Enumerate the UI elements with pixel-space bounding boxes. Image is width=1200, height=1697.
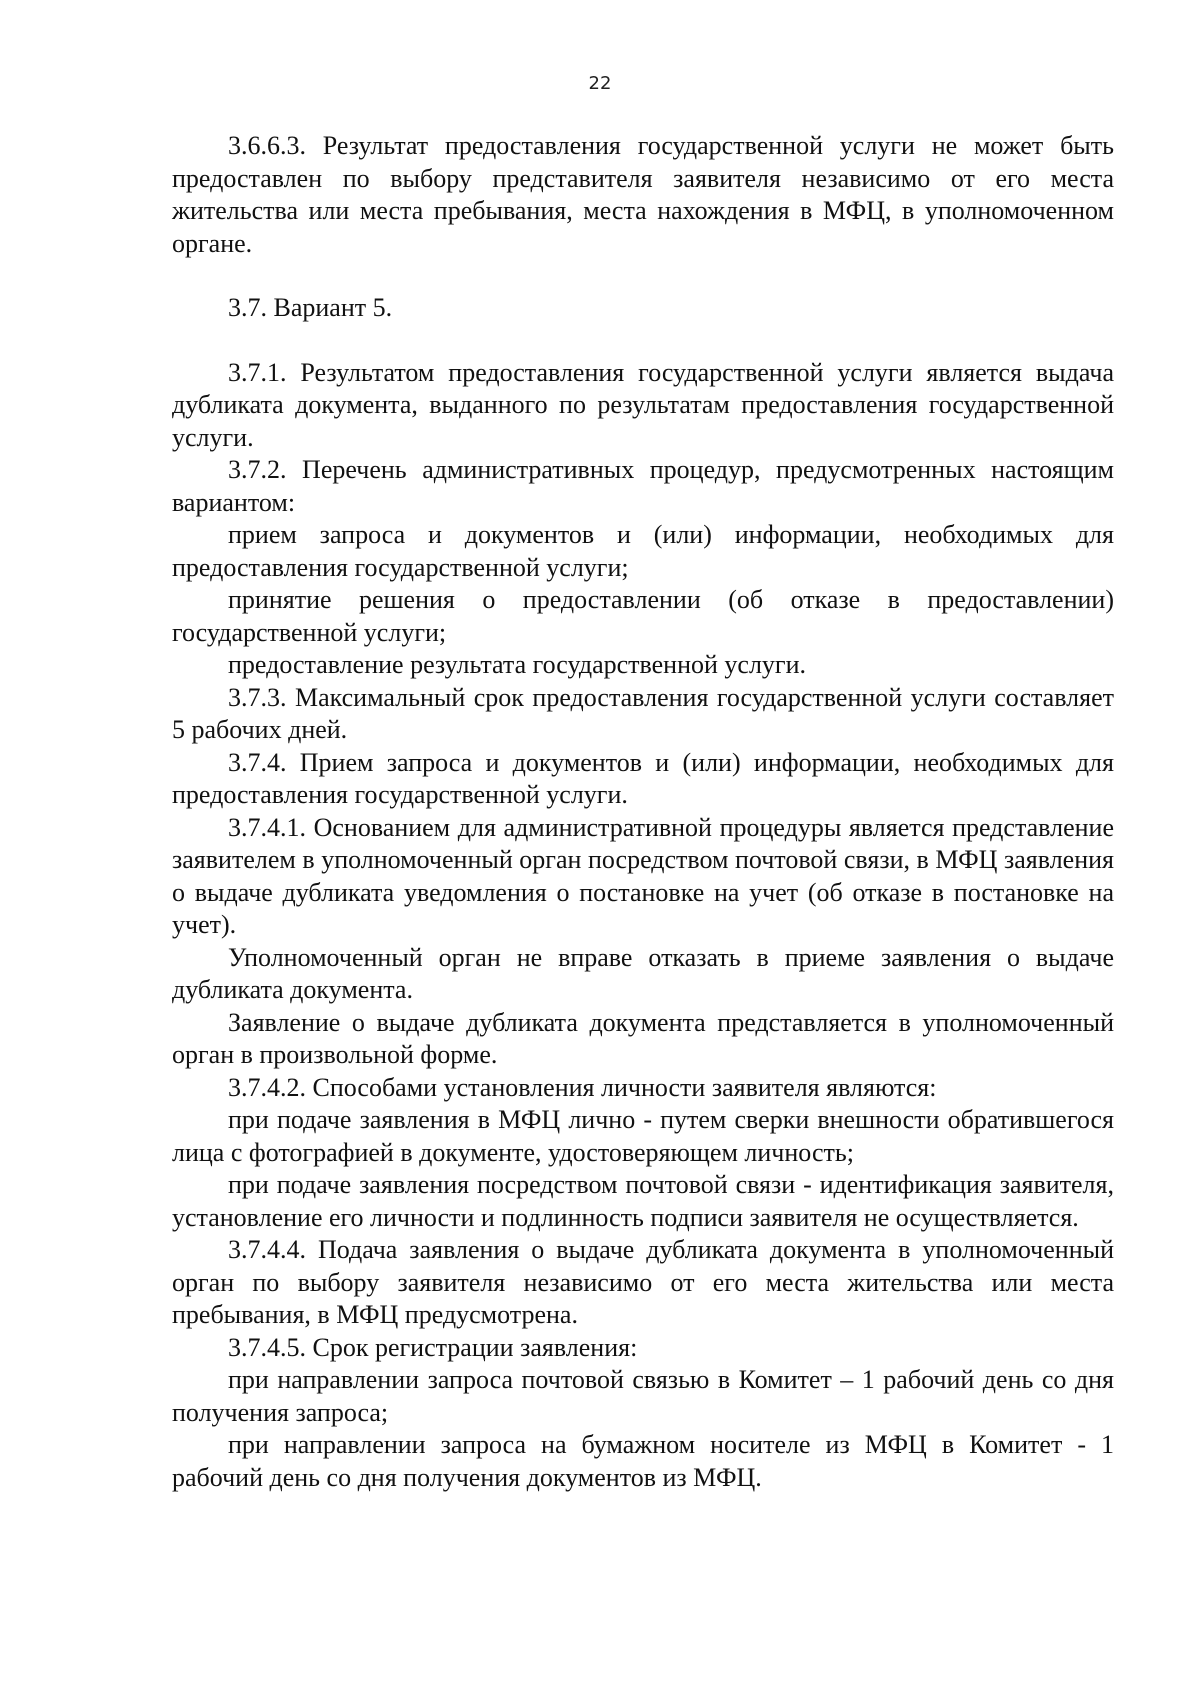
- paragraph-3-6-6-3: 3.6.6.3. Результат предоставления государственной услуги не может быть предоставлен по выбору представителя заявителя независимо от его места жительства или места пребывания, места нахождения в МФЦ, в уполномоченном органе.: [172, 131, 1114, 258]
- paragraph-3-7-4-1: 3.7.4.1. Основанием для административной процедуры является представление заявителем в уполномоченный орган посредством почтовой связи, в МФЦ заявления о выдаче дубликата уведомления о постановке на учет (об отказе в постановке на учет).: [172, 812, 1114, 939]
- paragraph-3-7-4: 3.7.4. Прием запроса и документов и (или) информации, необходимых для предоставления государственной услуги.: [172, 747, 1114, 809]
- identification-item-mail: при подаче заявления посредством почтовой связи - идентификация заявителя, установление его личности и подлинность подписи заявителя не осуществляется.: [172, 1170, 1114, 1232]
- paragraph-3-7-4-2: 3.7.4.2. Способами установления личности заявителя являются:: [228, 1072, 937, 1102]
- procedure-item-2: принятие решения о предоставлении (об отказе в предоставлении) государственной услуги;: [172, 585, 1114, 647]
- paragraph-refusal-rule: Уполномоченный орган не вправе отказать в приеме заявления о выдаче дубликата документа.: [172, 942, 1114, 1004]
- document-body: [172, 130, 1114, 1494]
- paragraph-application-form: Заявление о выдаче дубликата документа представляется в уполномоченный орган в произвольной форме.: [172, 1007, 1114, 1069]
- registration-term-mfc: при направлении запроса на бумажном носителе из МФЦ в Комитет - 1 рабочий день со дня получения документов из МФЦ.: [172, 1430, 1114, 1492]
- page-number: 22: [588, 73, 612, 94]
- paragraph-3-7-4-5: 3.7.4.5. Срок регистрации заявления:: [228, 1332, 638, 1362]
- procedure-item-1: прием запроса и документов и (или) информации, необходимых для предоставления государственной услуги;: [172, 520, 1114, 582]
- paragraph-3-7-4-4: 3.7.4.4. Подача заявления о выдаче дубликата документа в уполномоченный орган по выбору заявителя независимо от его места жительства или места пребывания, в МФЦ предусмотрена.: [172, 1235, 1114, 1329]
- paragraph-3-7-2: 3.7.2. Перечень административных процедур, предусмотренных настоящим вариантом:: [172, 455, 1114, 517]
- section-heading-3-7: 3.7. Вариант 5.: [228, 293, 393, 322]
- procedure-item-3: предоставление результата государственной услуги.: [228, 650, 807, 679]
- identification-item-mfc: при подаче заявления в МФЦ лично - путем сверки внешности обратившегося лица с фотографией в документе, удостоверяющем личность;: [172, 1105, 1114, 1167]
- paragraph-3-7-3: 3.7.3. Максимальный срок предоставления государственной услуги составляет 5 рабочих дней.: [172, 682, 1114, 744]
- registration-term-mail: при направлении запроса почтовой связью в Комитет – 1 рабочий день со дня получения запроса;: [172, 1365, 1114, 1427]
- paragraph-3-7-1: 3.7.1. Результатом предоставления государственной услуги является выдача дубликата документа, выданного по результатам предоставления государственной услуги.: [172, 357, 1114, 452]
